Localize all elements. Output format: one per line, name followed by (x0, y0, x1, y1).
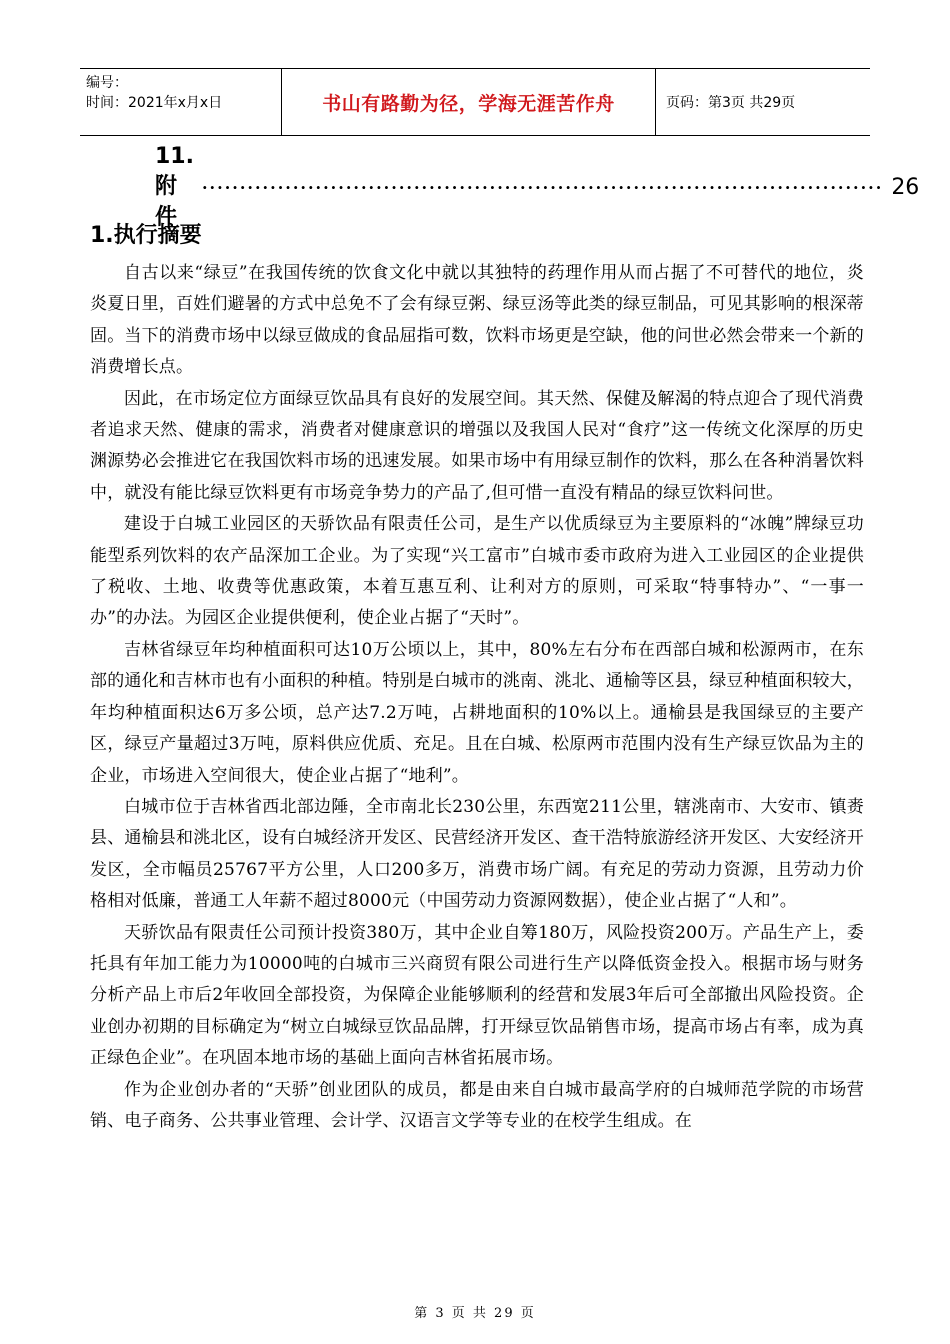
section-heading: 1.执行摘要 (90, 223, 202, 248)
paragraph: 因此，在市场定位方面绿豆饮品具有良好的发展空间。其天然、保健及解渴的特点迎合了现代消费者追求天然、健康的需求，消费者对健康意识的增强以及我国人民对“食疗”这一传统文化深厚的历史渊源势必会推进它在我国饮料市场的迅速发展。如果市场中有用绿豆制作的饮料，那么在各种消暑饮料中，就没有能比绿豆饮料更有市场竞争势力的产品了,但可惜一直没有精品的绿豆饮料问世。 (90, 388, 864, 503)
toc-leader-dots: ·························································································· (201, 177, 884, 197)
paragraph: 白城市位于吉林省西北部边陲，全市南北长230公里，东西宽211公里，辖洮南市、大安市、镇赉县、通榆县和洮北区，设有白城经济开发区、民营经济开发区、查干浩特旅游经济开发区、大安经济开发区，全市幅员25767平方公里，人口200多万，消费市场广阔。有充足的劳动力资源，且劳动力价格相对低廉，普通工人年薪不超过8000元（中国劳动力资源网数据），使企业占据了“人和”。 (90, 796, 864, 912)
body-text (90, 258, 864, 1137)
header-page-info: 页码：第3页 共29页 (666, 95, 796, 111)
paragraph: 吉林省绿豆年均种植面积可达10万公顷以上，其中，80%左右分布在西部白城和松源两市，在东部的通化和吉林市也有小面积的种植。特别是白城市的洮南、洮北、通榆等区县，绿豆种植面积较大，年均种植面积达6万多公顷，总产达7.2万吨，占耕地面积的10%以上。通榆县是我国绿豆的主要产区，绿豆产量超过3万吨，原料供应优质、充足。且在白城、松原两市范围内没有生产绿豆饮品为主的企业，市场进入空间很大，使企业占据了“地利”。 (90, 639, 864, 786)
toc-entry-page: 26 (891, 174, 920, 200)
document-number-label: 编号： (86, 75, 128, 91)
document-time-label: 时间：2021年x月x日 (86, 95, 223, 111)
header-meta (80, 69, 282, 135)
page-footer: 第 3 页 共 29 页 (414, 1306, 536, 1321)
toc-entry (155, 143, 920, 230)
header-motto: 书山有路勤为径，学海无涯苦作舟 (282, 69, 656, 135)
toc-entry-title: 11.附件 (155, 143, 194, 230)
paragraph: 作为企业创办者的“天骄”创业团队的成员，都是由来自白城市最高学府的白城师范学院的市场营销、电子商务、公共事业管理、会计学、汉语言文学等专业的在校学生组成。在 (90, 1079, 864, 1131)
paragraph: 天骄饮品有限责任公司预计投资380万，其中企业自筹180万，风险投资200万。产品生产上，委托具有年加工能力为10000吨的白城市三兴商贸有限公司进行生产以降低资金投入。根据市场与财务分析产品上市后2年收回全部投资，为保障企业能够顺利的经营和发展3年后可全部撤出风险投资。企业创办初期的目标确定为“树立白城绿豆饮品品牌，打开绿豆饮品销售市场，提高市场占有率，成为真正绿色企业”。在巩固本地市场的基础上面向吉林省拓展市场。 (90, 922, 864, 1069)
paragraph: 自古以来“绿豆”在我国传统的饮食文化中就以其独特的药理作用从而占据了不可替代的地位，炎炎夏日里，百姓们避暑的方式中总免不了会有绿豆粥、绿豆汤等此类的绿豆制品，可见其影响的根深蒂固。当下的消费市场中以绿豆做成的食品屈指可数，饮料市场更是空缺，他的问世必然会带来一个新的消费增长点。 (90, 263, 864, 378)
paragraph: 建设于白城工业园区的天骄饮品有限责任公司，是生产以优质绿豆为主要原料的“冰魄”牌绿豆功能型系列饮料的农产品深加工企业。为了实现“兴工富市”白城市委市政府为进入工业园区的企业提供了税收、土地、收费等优惠政策，本着互惠互利、让利对方的原则，可采取“特事特办”、“一事一办”的办法。为园区企业提供便利，使企业占据了“天时”。 (90, 514, 864, 629)
page-header (80, 68, 870, 136)
